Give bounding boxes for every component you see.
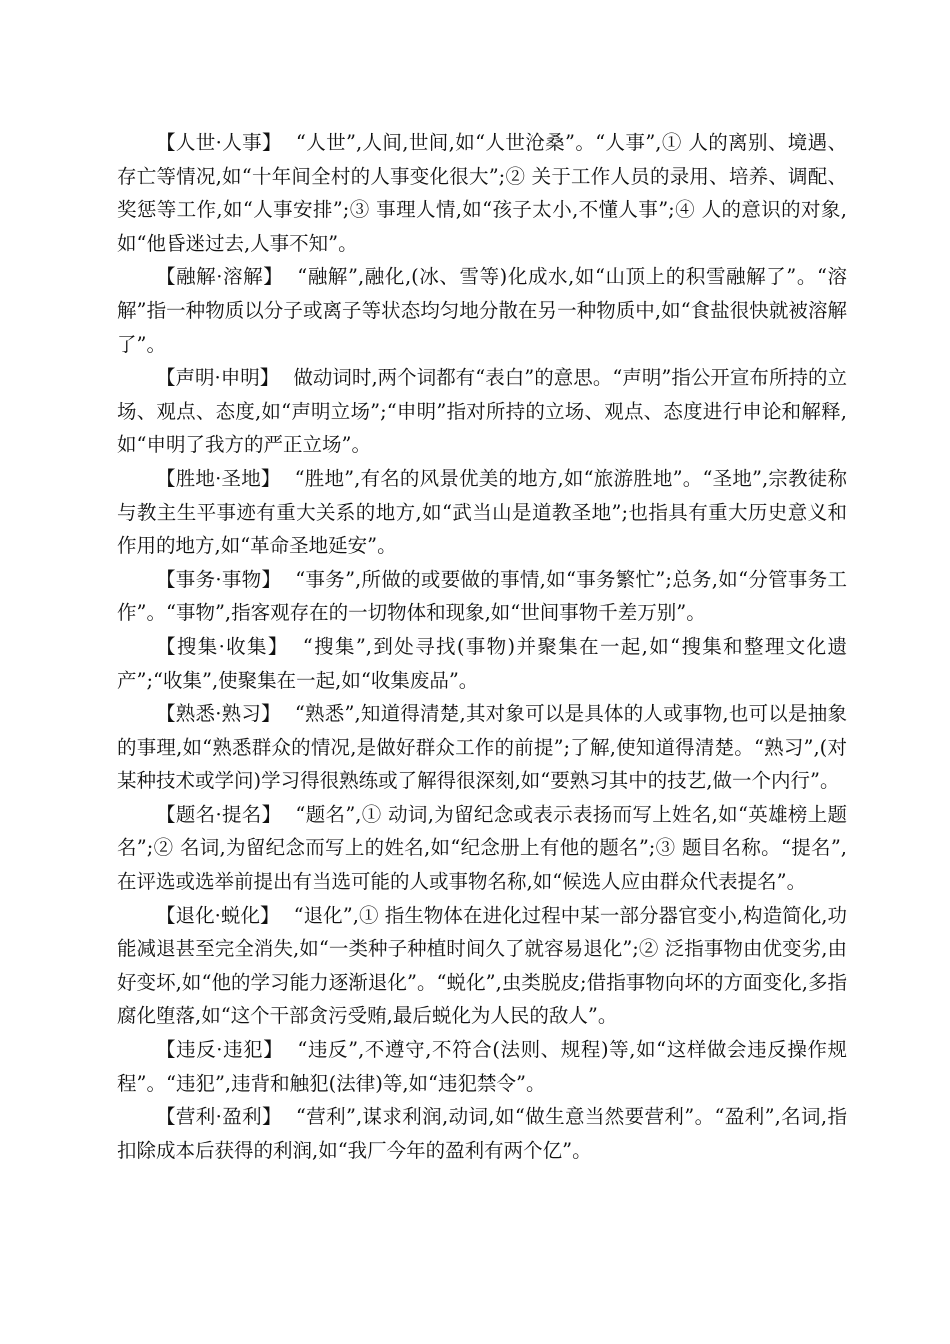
entry-term: 【声明·申明】 — [156, 366, 280, 390]
entry-definition: “事务”,所做的或要做的事情,如“事务繁忙”;总务,如“分管事务工作”。“事物”,指客观存在的一切物体和现象,如“世间事物千差万别”。 — [117, 567, 848, 625]
entry-definition: “胜地”,有名的风景优美的地方,如“旅游胜地”。“圣地”,宗教徒称与教主生平事迹有重大关系的地方,如“武当山是道教圣地”;也指具有重大历史意义和作用的地方,如“革命圣地延安”。 — [117, 466, 847, 558]
entry-shengming-shenming — [117, 361, 847, 462]
entry-term: 【熟悉·熟习】 — [156, 702, 281, 726]
entry-definition: “人世”,人间,世间,如“人世沧桑”。“人事”,① 人的离别、境遇、存亡等情况,如“十年间全村的人事变化很大”;② 关于工作人员的录用、培养、调配、奖惩等工作,如“人事安排”;③ 事理人情,如“孩子太小,不懂人事”;④ 人的意识的对象,如“他昏迷过去,人事不知”。 — [117, 131, 847, 255]
entry-definition: “营利”,谋求利润,动词,如“做生意当然要营利”。“盈利”,名词,指扣除成本后获得的利润,如“我厂今年的盈利有两个亿”。 — [117, 1105, 847, 1162]
entry-definition: 做动词时,两个词都有“表白”的意思。“声明”指公开宣布所持的立场、观点、态度,如“声明立场”;“申明”指对所持的立场、观点、态度进行申论和解释,如“申明了我方的严正立场”。 — [117, 366, 848, 457]
entry-term: 【退化·蜕化】 — [156, 903, 280, 927]
entry-term: 【营利·盈利】 — [156, 1105, 282, 1129]
entry-shiwu-shiwu — [117, 563, 847, 630]
entry-term: 【事务·事物】 — [156, 567, 282, 591]
entry-definition: “熟悉”,知道得清楚,其对象可以是具体的人或事物,也可以是抽象的事理,如“熟悉群众的情况,是做好群众工作的前提”;了解,使知道得清楚。“熟习”,(对某种技术或学问)学习得很熟练或了解得很深刻,如“要熟习其中的技艺,做一个内行”。 — [117, 702, 847, 793]
entry-timing-timing — [117, 798, 847, 899]
entry-term: 【题名·提名】 — [156, 802, 282, 826]
entry-renshi-renshi — [117, 126, 847, 260]
entry-term: 【违反·违犯】 — [156, 1038, 284, 1062]
entry-term: 【人世·人事】 — [156, 131, 282, 154]
document-body — [117, 126, 847, 1167]
entry-definition: “违反”,不遵守,不符合(法则、规程)等,如“这样做会违反操作规程”。“违犯”,违背和触犯(法律)等,如“违犯禁令”。 — [117, 1038, 848, 1095]
entry-definition: “退化”,① 指生物体在进化过程中某一部分器官变小,构造简化,功能减退甚至完全消失,如“一类种子种植时间久了就容易退化”;② 泛指事物由优变劣,由好变坏,如“他的学习能力逐渐退化”。“蜕化”,虫类脱皮;借指事物向坏的方面变化,多指腐化堕落,如“这个干部贪污受贿,最后蜕化为人民的敌人”。 — [117, 903, 847, 1028]
entry-shengdi-shengdi — [117, 462, 847, 563]
entry-definition: “题名”,① 动词,为留纪念或表示表扬而写上姓名,如“英雄榜上题名”;② 名词,为留纪念而写上的姓名,如“纪念册上有他的题名”;③ 题目名称。“提名”,在评选或选举前提出有当选可能的人或事物名称,如“候选人应由群众代表提名”。 — [117, 802, 848, 894]
entry-rongjie-rongjie — [117, 260, 847, 361]
entry-tuihua-tuihua — [117, 899, 847, 1033]
entry-term: 【融解·溶解】 — [156, 265, 284, 289]
entry-term: 【搜集·收集】 — [156, 634, 289, 658]
entry-definition: “融解”,融化,(冰、雪等)化成水,如“山顶上的积雪融解了”。“溶解”指一种物质以分子或离子等状态均匀地分散在另一种物质中,如“食盐很快就被溶解了”。 — [117, 265, 847, 356]
entry-weifan-weifan — [117, 1033, 847, 1100]
entry-term: 【胜地·圣地】 — [156, 466, 281, 490]
entry-definition: “搜集”,到处寻找(事物)并聚集在一起,如“搜集和整理文化遗产”;“收集”,使聚集在一起,如“收集废品”。 — [117, 634, 847, 692]
entry-souji-shouji — [117, 630, 847, 697]
entry-shuxi-shuxi — [117, 697, 847, 798]
entry-yingli-yingli — [117, 1100, 847, 1167]
